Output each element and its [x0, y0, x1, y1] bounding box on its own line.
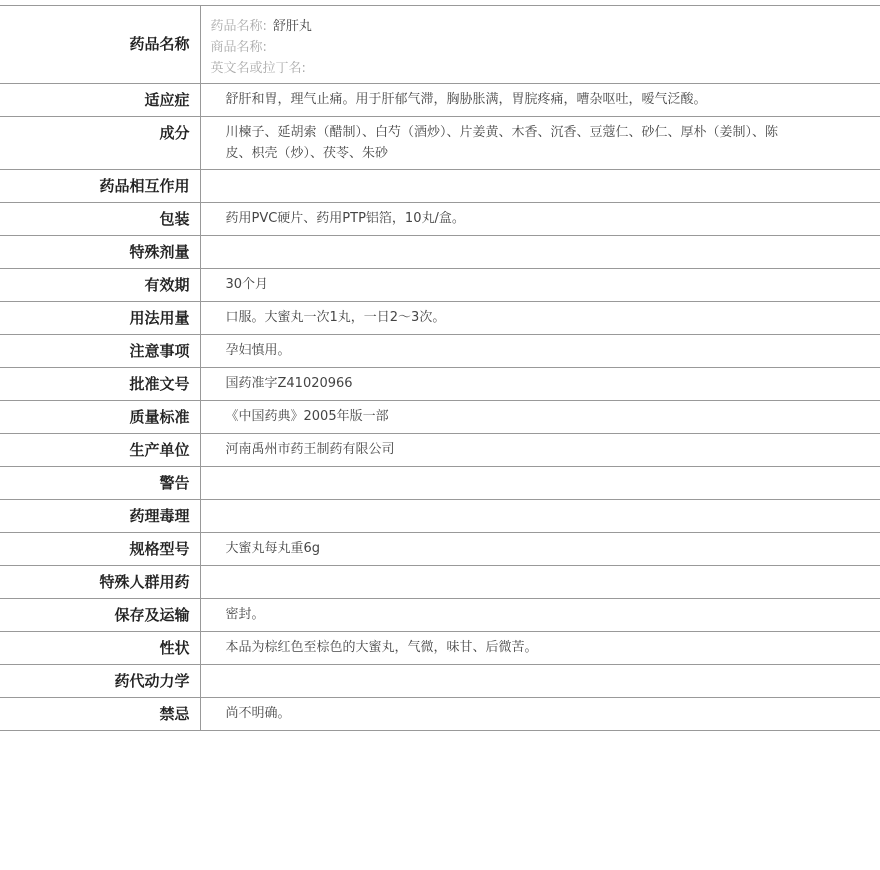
trade-name-key: 商品名称: — [210, 40, 267, 55]
row-quality-standard — [0, 401, 880, 434]
row-manufacturer — [0, 434, 880, 467]
label-dosage: 用法用量 — [0, 302, 200, 335]
value-interactions — [200, 170, 880, 203]
value-packaging: 药用PVC硬片、药用PTP铝箔，10丸/盒。 — [200, 203, 880, 236]
english-name-key: 英文名或拉丁名: — [210, 61, 306, 76]
label-storage: 保存及运输 — [0, 599, 200, 632]
row-dosage — [0, 302, 880, 335]
row-contraindications — [0, 698, 880, 731]
label-pharmacology: 药理毒理 — [0, 500, 200, 533]
value-quality-standard: 《中国药典》2005年版一部 — [200, 401, 880, 434]
value-approval-number: 国药准字Z41020966 — [200, 368, 880, 401]
label-manufacturer: 生产单位 — [0, 434, 200, 467]
english-name-line — [211, 58, 880, 79]
label-drug-name: 药品名称 — [0, 6, 200, 84]
row-approval-number — [0, 368, 880, 401]
value-pharmacokinetics — [200, 665, 880, 698]
row-special-dosage — [0, 236, 880, 269]
row-specification — [0, 533, 880, 566]
label-description: 性状 — [0, 632, 200, 665]
row-description — [0, 632, 880, 665]
value-special-populations — [200, 566, 880, 599]
label-quality-standard: 质量标准 — [0, 401, 200, 434]
value-specification: 大蜜丸每丸重6g — [200, 533, 880, 566]
label-indications: 适应症 — [0, 84, 200, 117]
label-precautions: 注意事项 — [0, 335, 200, 368]
drug-info-table — [0, 5, 880, 731]
value-pharmacology — [200, 500, 880, 533]
generic-name-value: 舒肝丸 — [272, 19, 312, 34]
label-pharmacokinetics: 药代动力学 — [0, 665, 200, 698]
row-shelf-life — [0, 269, 880, 302]
label-specification: 规格型号 — [0, 533, 200, 566]
value-ingredients: 川楝子、延胡索（醋制）、白芍（酒炒）、片姜黄、木香、沉香、豆蔻仁、砂仁、厚朴（姜制）、陈皮、枳壳（炒）、茯苓、朱砂 — [200, 117, 880, 170]
value-description: 本品为棕红色至棕色的大蜜丸，气微，味甘、后微苦。 — [200, 632, 880, 665]
label-packaging: 包装 — [0, 203, 200, 236]
value-storage: 密封。 — [200, 599, 880, 632]
row-pharmacology — [0, 500, 880, 533]
row-warning — [0, 467, 880, 500]
label-warning: 警告 — [0, 467, 200, 500]
row-special-populations — [0, 566, 880, 599]
row-pharmacokinetics — [0, 665, 880, 698]
label-interactions: 药品相互作用 — [0, 170, 200, 203]
row-ingredients — [0, 117, 880, 170]
value-shelf-life: 30个月 — [200, 269, 880, 302]
trade-name-line — [211, 37, 880, 58]
value-warning — [200, 467, 880, 500]
value-precautions: 孕妇慎用。 — [200, 335, 880, 368]
row-indications — [0, 84, 880, 117]
value-dosage: 口服。大蜜丸一次1丸，一日2～3次。 — [200, 302, 880, 335]
label-contraindications: 禁忌 — [0, 698, 200, 731]
value-contraindications: 尚不明确。 — [200, 698, 880, 731]
value-manufacturer: 河南禹州市药王制药有限公司 — [200, 434, 880, 467]
label-special-dosage: 特殊剂量 — [0, 236, 200, 269]
generic-name-key: 药品名称: — [210, 19, 267, 34]
label-ingredients: 成分 — [0, 117, 200, 170]
row-storage — [0, 599, 880, 632]
row-drug-name — [0, 6, 880, 84]
row-precautions — [0, 335, 880, 368]
drug-name-details — [200, 6, 880, 84]
label-approval-number: 批准文号 — [0, 368, 200, 401]
row-interactions — [0, 170, 880, 203]
value-indications: 舒肝和胃，理气止痛。用于肝郁气滞，胸胁胀满，胃脘疼痛，嘈杂呕吐，嗳气泛酸。 — [200, 84, 880, 117]
generic-name-line — [211, 16, 880, 37]
value-special-dosage — [200, 236, 880, 269]
label-special-populations: 特殊人群用药 — [0, 566, 200, 599]
label-shelf-life: 有效期 — [0, 269, 200, 302]
row-packaging — [0, 203, 880, 236]
